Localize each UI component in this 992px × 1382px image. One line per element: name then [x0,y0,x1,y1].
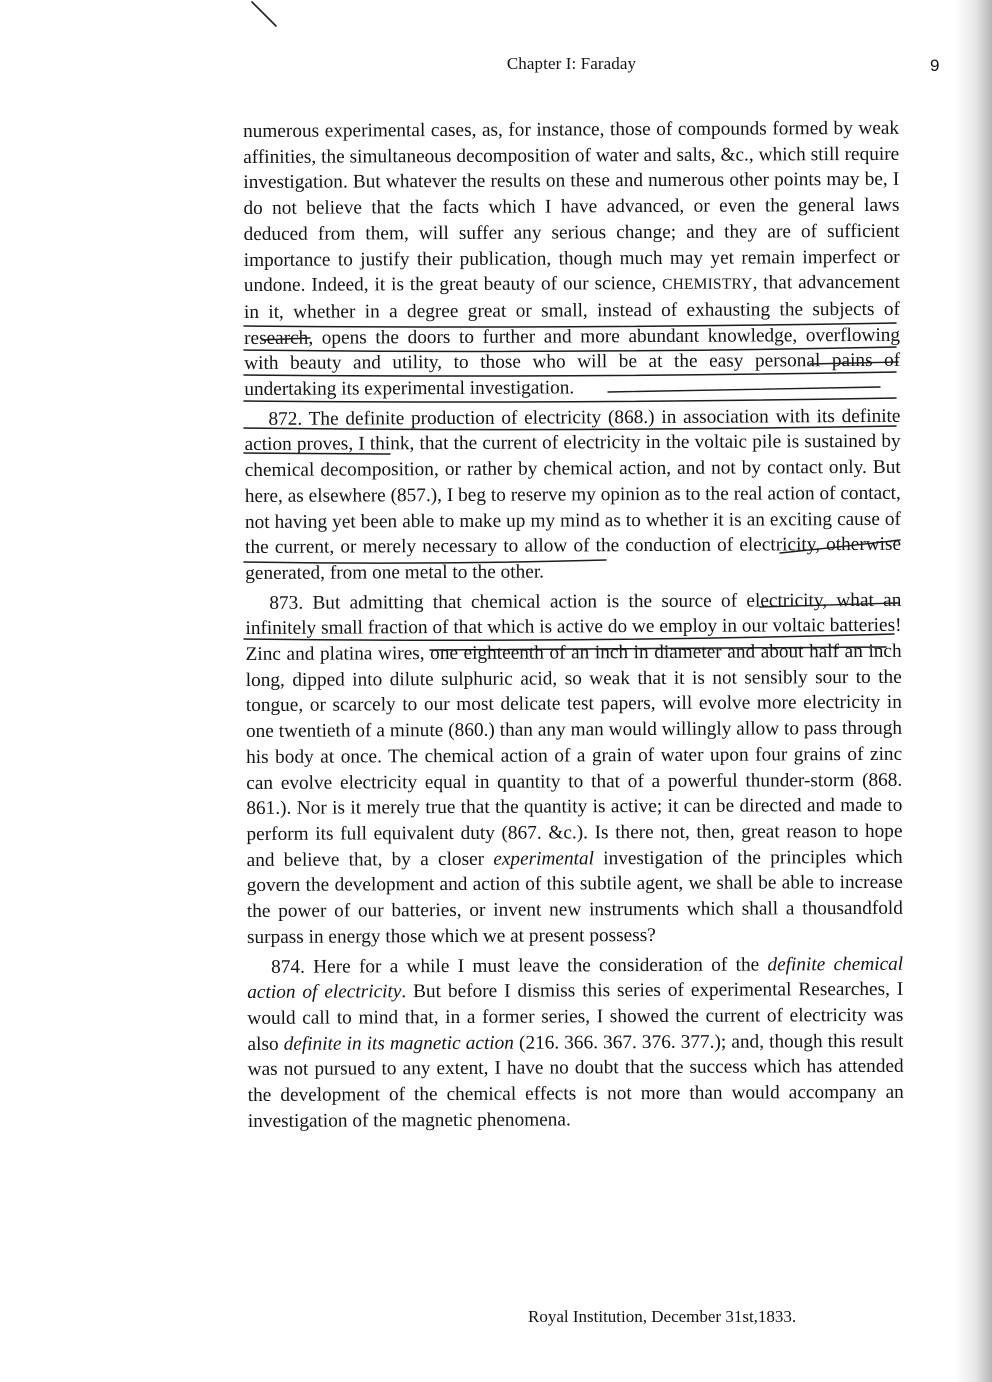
small-caps-chemistry: CHEMISTRY [662,275,753,294]
page-edge-shadow [954,0,992,1382]
paragraph-continuation [243,116,900,403]
running-header-title: Chapter I: Faraday [506,54,637,73]
paragraph-text: 874. Here for a while I must leave the consideration of the [271,953,768,978]
page-number: 9 [930,56,940,75]
emphasis-definite-chemical-action: definite chemical action of electricity [247,953,904,1004]
paragraph-text: , that advancement in it, whether in a degree great or small, instead of exhausting the subjects of research, opens the doors to further and more abundant knowledge, overflowing with beauty and utility, to those who will be at the easy personal pains of undertaking its experimental investigation. [243,272,901,401]
paragraph-text: investigation of the principles which govern the development and action of this subtile agent, we shall be able to increase the power of our batteries, or invent new instruments which shall a thousandfold surpass in energy those which we at present possess? [246,846,903,948]
paragraph-874 [247,951,904,1134]
paragraph-text: (216. 366. 367. 376. 377.); and, though this result was not pursued to any extent, I have no doubt that the success which has attended the development of the chemical effects is not more than would accompany an investigation of the magnetic phenomena. [247,1030,904,1132]
corner-pen-stroke [252,2,276,26]
body-text [243,116,904,1135]
paragraph-text: numerous experimental cases, as, for instance, those of compounds formed by weak affinities, the simultaneous decomposition of water and salts, &c., which still require investigation. But whatever the results on these and numerous other points may be, I do not believe that the facts which I have advanced, or even the general laws deduced from them, will suffer any serious change; and they are of sufficient importance to justify their publication, though much may yet remain imperfect or undone. Indeed, it is the great beauty of our science, [243,117,900,297]
paragraph-text: . But before I dismiss this series of experimental Researches, I would call to mind that, in a former series, I showed the current of electricity was also [247,978,904,1055]
paragraph-872: 872. The definite production of electricity (868.) in association with its definite action proves, I think, that the current of electricity in the voltaic pile is sustained by chemical decomposition, or rather by chemical action, and not by contact only. But here, as elsewhere (857.), I beg to reserve my opinion as to the real action of contact, not having yet been able to make up my mind as to whether it is an exciting cause of the current, or merely necessary to allow of the conduction of electricity, otherwise generated, from one metal to the other. [244,405,902,584]
paragraph-873 [245,587,903,950]
emphasis-experimental: experimental [493,847,594,870]
paragraph-text: 873. But admitting that chemical action is the source of electricity, what an infinitely small fraction of that which is active do we employ in our voltaic batteries! Zinc and platina wires, one eighteenth of an inch in diameter and about half an inch long, dipped into dilute sulphuric acid, so weak that it is not sensibly sour to the tongue, or scarcely to our most delicate test papers, will evolve more electricity in one twentieth of a minute (860.) than any man would willingly allow to pass through his body at once. The chemical action of a grain of water upon four grains of zinc can evolve electricity equal in quantity to that of a powerful thunder-storm (868. 861.). Nor is it merely true that the quantity is active; it can be directed and made to perform its full equivalent duty (867. &c.). Is there not, then, great reason to hope and believe that, by a closer [245,589,903,871]
emphasis-definite-magnetic-action: definite in its magnetic action [283,1032,514,1055]
signature-line: Royal Institution, December 31st,1833. [528,1307,797,1326]
